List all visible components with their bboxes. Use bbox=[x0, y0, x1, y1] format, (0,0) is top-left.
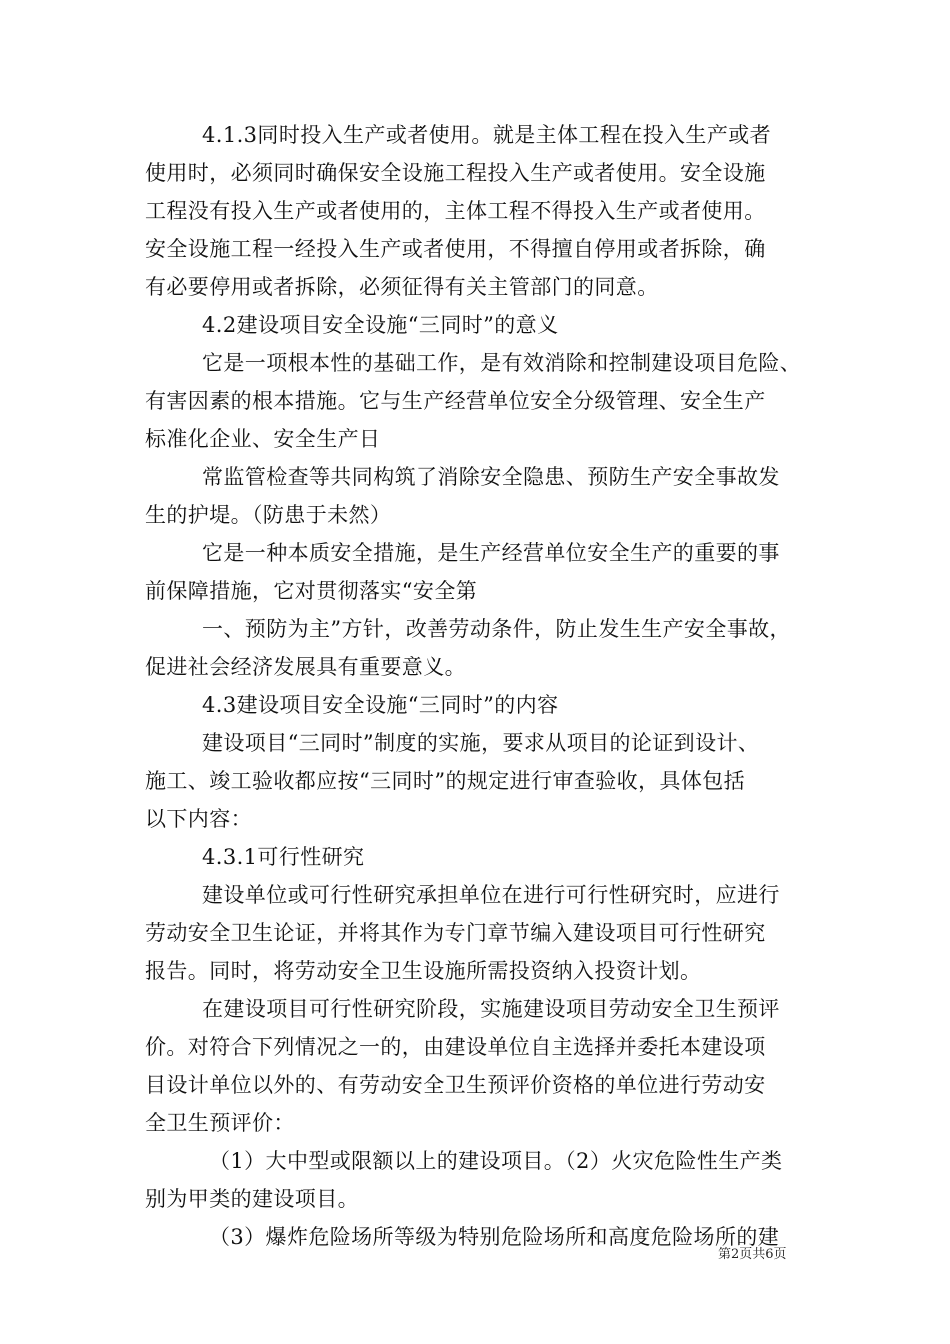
text-line: 施工、竣工验收都应按“三同时”的规定进行审查验收，具体包括 bbox=[145, 769, 746, 793]
list-item: （3）爆炸危险场所等级为特别危险场所和高度危险场所的建 bbox=[209, 1225, 780, 1249]
section-heading: 4.3建设项目安全设施“三同时”的内容 bbox=[202, 693, 559, 717]
list-item: 别为甲类的建设项目。 bbox=[145, 1187, 359, 1211]
text-line: 4.1.3同时投入生产或者使用。就是主体工程在投入生产或者 bbox=[202, 123, 772, 147]
text-line: 以下内容： bbox=[145, 807, 252, 831]
text-line: 报告。同时，将劳动安全卫生设施所需投资纳入投资计划。 bbox=[145, 959, 702, 983]
text-line: 有必要停用或者拆除，必须征得有关主管部门的同意。 bbox=[145, 275, 659, 299]
text-line: 它是一种本质安全措施，是生产经营单位安全生产的重要的事 bbox=[202, 541, 780, 565]
section-heading: 4.3.1可行性研究 bbox=[202, 845, 365, 869]
text-line: 在建设项目可行性研究阶段，实施建设项目劳动安全卫生预评 bbox=[202, 997, 780, 1021]
text-line: 劳动安全卫生论证，并将其作为专门章节编入建设项目可行性研究 bbox=[145, 921, 766, 945]
text-line: 价。对符合下列情况之一的，由建设单位自主选择并委托本建设项 bbox=[145, 1035, 766, 1059]
text-line: 它是一项根本性的基础工作，是有效消除和控制建设项目危险、 bbox=[202, 351, 802, 375]
text-line: 目设计单位以外的、有劳动安全卫生预评价资格的单位进行劳动安 bbox=[145, 1073, 766, 1097]
text-line: 促进社会经济发展具有重要意义。 bbox=[145, 655, 466, 679]
text-line: 生的护堤。（防患于未然） bbox=[145, 503, 392, 527]
text-line: 前保障措施，它对贯彻落实“安全第 bbox=[145, 579, 478, 603]
text-line: 一、预防为主”方针，改善劳动条件，防止发生生产安全事故， bbox=[202, 617, 791, 641]
text-line: 建设项目“三同时”制度的实施，要求从项目的论证到设计、 bbox=[202, 731, 760, 755]
text-line: 工程没有投入生产或者使用的，主体工程不得投入生产或者使用。 bbox=[145, 199, 766, 223]
text-line: 常监管检查等共同构筑了消除安全隐患、预防生产安全事故发 bbox=[202, 465, 780, 489]
page-number: 第2页共6页 bbox=[718, 1247, 787, 1262]
text-line: 标准化企业、安全生产日 bbox=[145, 427, 381, 451]
list-item: （1）大中型或限额以上的建设项目。（2）火灾危险性生产类 bbox=[209, 1149, 783, 1173]
text-line: 安全设施工程一经投入生产或者使用，不得擅自停用或者拆除，确 bbox=[145, 237, 766, 261]
text-line: 有害因素的根本措施。它与生产经营单位安全分级管理、安全生产 bbox=[145, 389, 766, 413]
text-line: 全卫生预评价： bbox=[145, 1111, 295, 1135]
text-line: 建设单位或可行性研究承担单位在进行可行性研究时，应进行 bbox=[202, 883, 780, 907]
text-line: 使用时，必须同时确保安全设施工程投入生产或者使用。安全设施 bbox=[145, 161, 766, 185]
section-heading: 4.2建设项目安全设施“三同时”的意义 bbox=[202, 313, 559, 337]
